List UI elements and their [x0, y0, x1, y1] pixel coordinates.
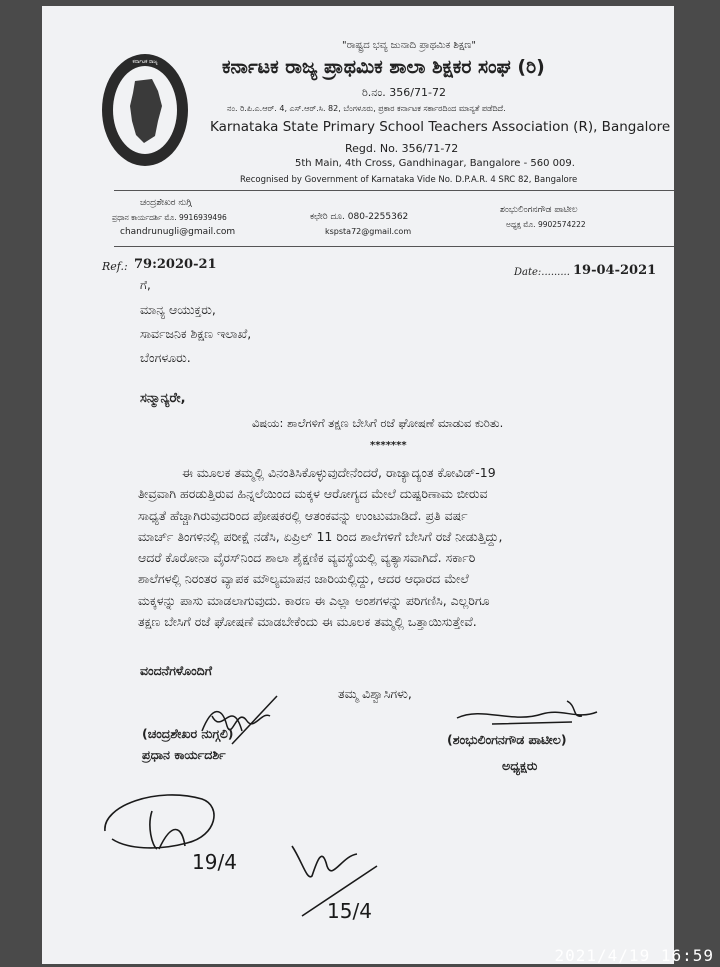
handwritten-date-2: 15/4	[327, 899, 372, 923]
letter-page	[42, 6, 674, 964]
contact-right-role-phone: ಅಧ್ಯಕ್ಷ ಮೊ. 9902574222	[506, 220, 586, 229]
recipient-line-1: ಮಾನ್ಯ ಆಯುಕ್ತರು,	[140, 302, 216, 317]
recipient-line-2: ಸಾರ್ವಜನಿಕ ಶಿಕ್ಷಣ ಇಲಾಖೆ,	[140, 326, 252, 341]
association-logo	[100, 51, 190, 169]
letter-date: 19-04-2021	[573, 263, 657, 278]
body-line: ಸಾಧ್ಯತೆ ಹೆಚ್ಚಾಗಿರುವುದರಿಂದ ಪೋಷಕರಲ್ಲಿ ಆತಂಕವನ್ನು ಉಂಟುಮಾಡಿದೆ. ಪ್ರತಿ ವರ್ಷ	[138, 507, 468, 523]
body-line: ಮಕ್ಕಳನ್ನು ಪಾಸು ಮಾಡಲಾಗುವುದು. ಕಾರಣ ಈ ಎಲ್ಲಾ ಅಂಶಗಳನ್ನು ಪರಿಗಣಿಸಿ, ಎಲ್ಲರಿಗೂ	[138, 592, 490, 608]
handwritten-initial-2	[282, 806, 412, 926]
body-line: ತಕ್ಷಣ ಬೇಸಿಗೆ ರಜೆ ಘೋಷಣೆ ಮಾಡಬೇಕೆಂದು ಈ ಮೂಲಕ ತಮ್ಮಲ್ಲಿ ಒತ್ತಾಯಿಸುತ್ತೇವೆ.	[138, 614, 477, 630]
office-email: kspsta72@gmail.com	[325, 227, 412, 236]
closing: ವಂದನೆಗಳೊಂದಿಗೆ	[140, 663, 212, 678]
contact-left-role-phone: ಪ್ರಧಾನ ಕಾರ್ಯದರ್ಶಿ ಮೊ. 9916939496	[112, 213, 227, 222]
sign-left-name: (ಚಂದ್ರಶೇಖರ ನುಗ್ಗಲಿ)	[142, 726, 234, 741]
ref-label: Ref.:	[102, 260, 128, 273]
body-line: ಈ ಮೂಲಕ ತಮ್ಮಲ್ಲಿ ವಿನಂತಿಸಿಕೊಳ್ಳುವುದೇನೆಂದರೆ, ರಾಜ್ಯಾದ್ಯಂತ ಕೋವಿಡ್-19	[182, 465, 496, 480]
signature-right	[452, 696, 612, 736]
handwritten-date-1: 19/4	[192, 850, 237, 874]
office-phone: ಕಛೇರಿ ದೂ. 080-2255362	[310, 212, 409, 222]
address-english: 5th Main, 4th Cross, Gandhinagar, Bangalore - 560 009.	[295, 158, 575, 169]
handwritten-initial-1	[97, 781, 297, 881]
recognition-line: Recognised by Government of Karnataka Vide No. D.P.A.R. 4 SRC 82, Bangalore	[240, 175, 578, 185]
salutation: ಸನ್ಮಾನ್ಯರೇ,	[140, 391, 186, 406]
tagline: "ರಾಷ್ಟ್ರದ ಭವ್ಯ ಜುನಾದಿ ಪ್ರಾಥಮಿಕ ಶಿಕ್ಷಣ"	[342, 40, 476, 51]
recipient-line-3: ಬೆಂಗಳೂರು.	[140, 350, 191, 365]
contact-left-name: ಚಂದ್ರಶೇಖರ ನುಗ್ಗಿ	[140, 198, 192, 208]
to-line: ಗೆ,	[140, 278, 151, 292]
sign-left-role: ಪ್ರಧಾನ ಕಾರ್ಯದರ್ಶಿ	[142, 747, 226, 762]
body-line: ಶಾಲೆಗಳಲ್ಲಿ ನಿರಂತರ ವ್ಯಾಪಕ ಮೌಲ್ಯಮಾಪನ ಜಾರಿಯಲ್ಲಿದ್ದು, ಆದರ ಆಧಾರದ ಮೇಲೆ	[138, 571, 469, 587]
regd-number-english: Regd. No. 356/71-72	[345, 142, 459, 155]
body-line: ತೀವ್ರವಾಗಿ ಹರಡುತ್ತಿರುವ ಹಿನ್ನಲೆಯಿಂದ ಮಕ್ಕಳ ಆರೋಗ್ಯದ ಮೇಲೆ ದುಷ್ಪರಿಣಾಮ ಬೀರುವ	[138, 486, 488, 502]
yours-faithfully: ತಮ್ಮ ವಿಶ್ವಾಸಿಗಳು,	[338, 686, 412, 701]
subject-separator: *******	[370, 440, 407, 451]
letter-body	[138, 462, 668, 632]
camera-timestamp: 2021/4/19 16:59	[554, 946, 714, 965]
org-name-english: Karnataka State Primary School Teachers Association (R), Bangalore	[210, 119, 671, 135]
contact-left-email: chandrunugli@gmail.com	[120, 227, 236, 237]
sign-right-role: ಅಧ್ಯಕ್ಷರು	[502, 758, 538, 773]
reg-number-kannada: ರಿ.ನಂ. 356/71-72	[362, 86, 446, 99]
svg-text:ಕರ್ನಾಟಕ ರಾಜ್ಯ: ಕರ್ನಾಟಕ ರಾಜ್ಯ	[132, 59, 158, 65]
subject-line: ವಿಷಯ: ಶಾಲೆಗಳಿಗೆ ತಕ್ಷಣ ಬೇಸಿಗೆ ರಜೆ ಘೋಷಣೆ ಮಾಡುವ ಕುರಿತು.	[252, 416, 504, 430]
contacts-divider	[114, 246, 674, 247]
contact-right-name: ಶಂಭುಲಿಂಗನಗೌಡ ಪಾಟೀಲ	[500, 205, 578, 215]
header-divider	[114, 190, 674, 191]
date-label: Date:.........	[514, 267, 570, 278]
body-line: ಮಾರ್ಚ್ ತಿಂಗಳಿನಲ್ಲಿ ಪರೀಕ್ಷೆ ನಡೆಸಿ, ಏಪ್ರಿಲ್ 11 ರಿಂದ ಶಾಲೆಗಳಿಗೆ ಬೇಸಿಗೆ ರಜೆ ನೀಡುತ್ತಿದ್ದು,	[138, 528, 503, 544]
sign-right-name: (ಶಂಭುಲಿಂಗನಗೌಡ ಪಾಟೀಲ)	[447, 732, 567, 747]
ref-number: 79:2020-21	[134, 257, 217, 272]
body-line: ಆದರೆ ಕೊರೋನಾ ವೈರಸ್‌ನಿಂದ ಶಾಲಾ ಶೈಕ್ಷಣಿಕ ವ್ಯವಸ್ಥೆಯಲ್ಲಿ ವ್ಯತ್ಯಾಸವಾಗಿದೆ. ಸರ್ಕಾರಿ	[138, 550, 476, 566]
org-name-kannada: ಕರ್ನಾಟಕ ರಾಜ್ಯ ಪ್ರಾಥಮಿಕ ಶಾಲಾ ಶಿಕ್ಷಕರ ಸಂಘ (ರಿ)	[222, 56, 545, 78]
address-kannada: ನಂ. ರಿ.ಪಿ.ಎ.ಆರ್. 4, ಎಸ್.ಆರ್.ಸಿ. 82, ಬೆಂಗಳೂರು, ಪ್ರಕಾರ ಕರ್ನಾಟಕ ಸರ್ಕಾರದಿಂದ ಮಾನ್ಯತೆ ಪಡೆದಿದೆ.	[227, 104, 506, 113]
